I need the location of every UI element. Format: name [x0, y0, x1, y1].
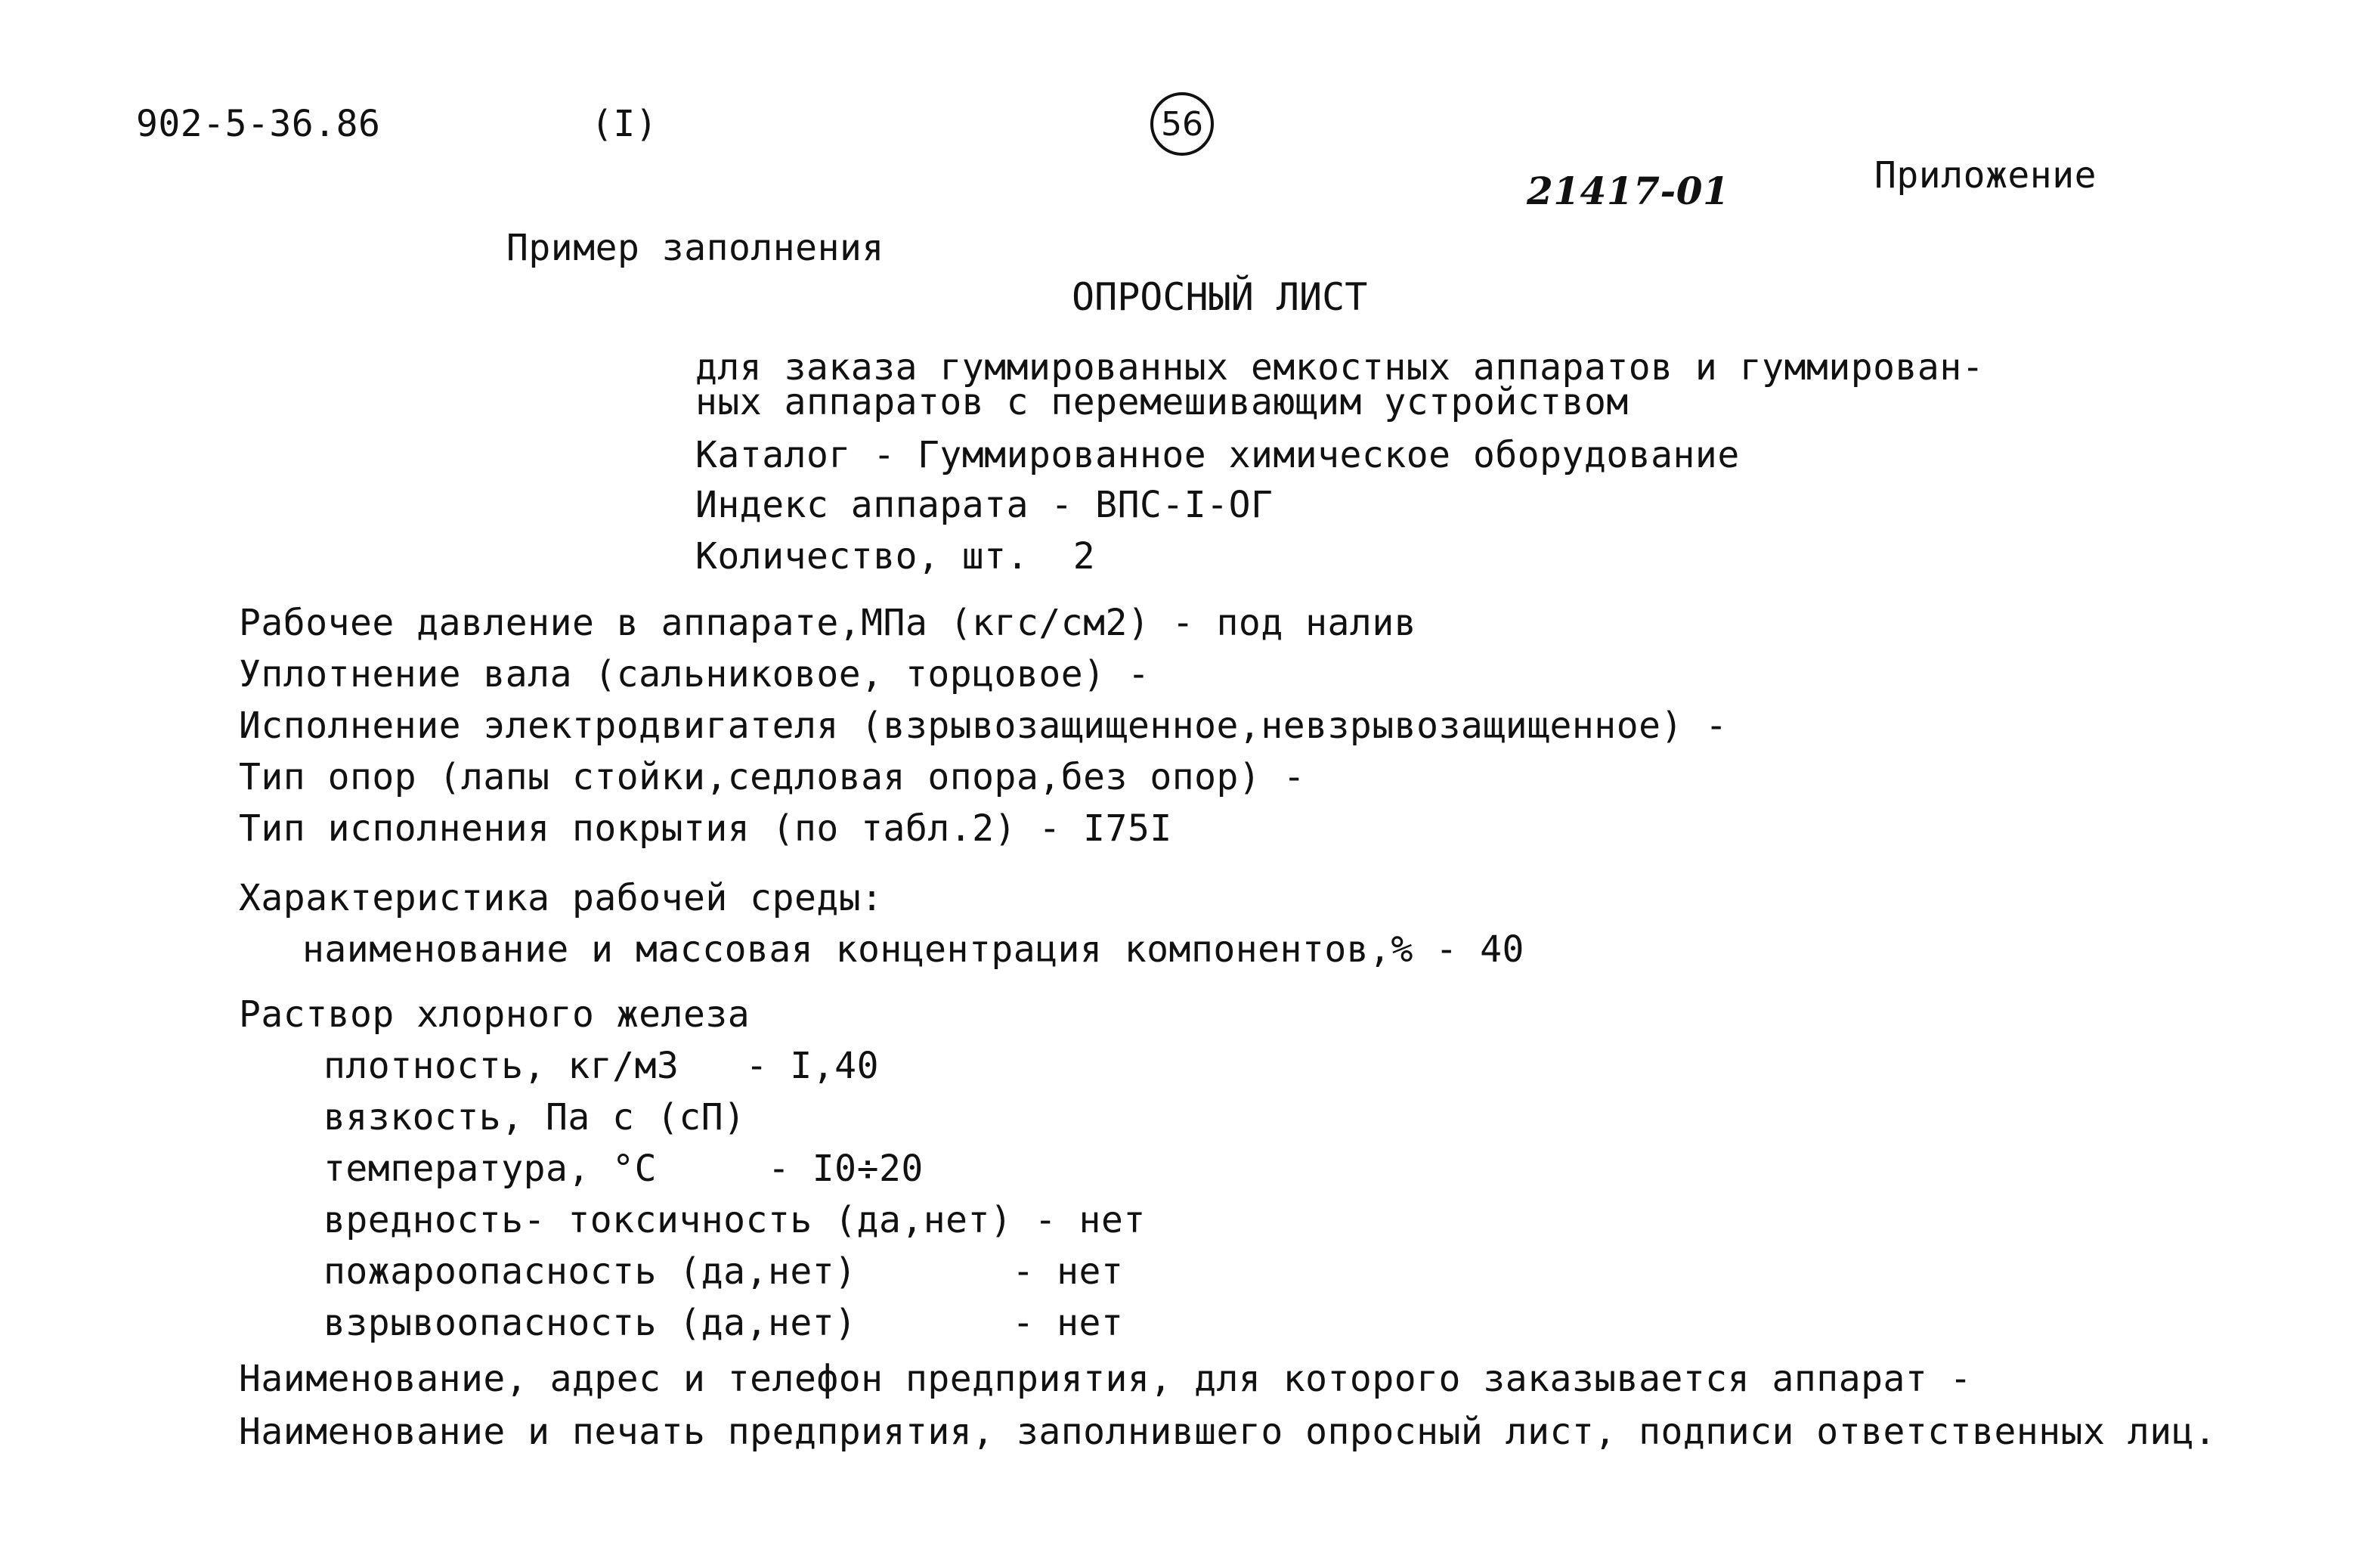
purpose-line-1: для заказа гуммированных емкостных аппаратов и гуммирован- — [695, 346, 1985, 389]
example-label: Пример заполнения — [506, 227, 884, 269]
enterprise-line: Наименование, адрес и телефон предприятия, для которого заказывается аппарат - — [239, 1358, 1973, 1400]
working-pressure: Рабочее давление в аппарате,МПа (кгс/см2) - под налив — [239, 602, 1417, 644]
fire-hazard-line: пожароопасность (да,нет) - нет — [323, 1250, 1124, 1293]
solution-name: Раствор хлорного железа — [239, 993, 751, 1036]
shaft-seal: Уплотнение вала (сальниковое, торцовое) - — [239, 653, 1150, 696]
page-number: 56 — [1161, 104, 1203, 144]
medium-heading: Характеристика рабочей среды: — [239, 877, 884, 919]
support-type: Тип опор (лапы стойки,седловая опора,без опор) - — [239, 756, 1306, 798]
coating-type: Тип исполнения покрытия (по табл.2) - I75I — [239, 807, 1172, 850]
apparatus-index: Индекс аппарата - ВПС-I-ОГ — [695, 484, 1274, 526]
appendix-label: Приложение — [1874, 154, 2097, 197]
volume-number: (I) — [591, 103, 658, 145]
purpose-line-2: ных аппаратов с перемешивающим устройством — [695, 381, 1629, 423]
form-title: ОПРОСНЫЙ ЛИСТ — [1072, 275, 1368, 319]
motor-execution: Исполнение электродвигателя (взрывозащищенное,невзрывозащищенное) - — [239, 705, 1728, 747]
quantity-line: Количество, шт. 2 — [695, 535, 1096, 578]
density-line: плотность, кг/м3 - I,40 — [323, 1045, 879, 1087]
page-number-circle — [1150, 92, 1214, 156]
temperature-line: температура, °С - I0÷20 — [323, 1148, 924, 1190]
document-code: 902-5-36.86 — [136, 103, 381, 145]
explosion-hazard-line: взрывоопасность (да,нет) - нет — [323, 1302, 1124, 1344]
components-concentration: наименование и массовая концентрация компонентов,% - 40 — [302, 928, 1524, 971]
catalog-line: Каталог - Гуммированное химическое оборудование — [695, 434, 1740, 476]
viscosity-line: вязкость, Па с (сП) — [323, 1096, 746, 1139]
handwritten-number: 21417-01 — [1527, 169, 1730, 213]
toxicity-line: вредность- токсичность (да,нет) - нет — [323, 1199, 1146, 1241]
signature-line: Наименование и печать предприятия, заполнившего опросный лист, подписи ответственных лиц. — [239, 1411, 2217, 1453]
